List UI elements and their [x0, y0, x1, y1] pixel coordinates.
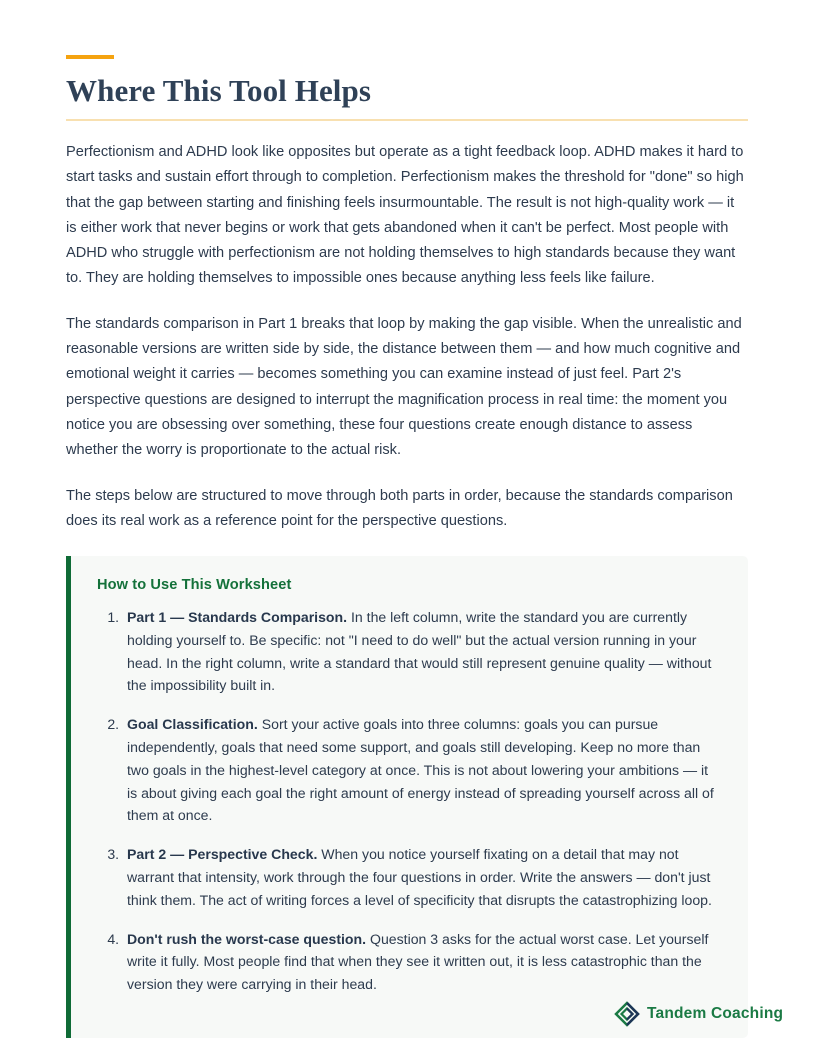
list-item: [123, 606, 722, 697]
paragraph-1: Perfectionism and ADHD look like opposites but operate as a tight feedback loop. ADHD makes it hard to start tasks and sustain effort through to completion. Perfectionism makes the threshold for "done" so high that the gap between starting and finishing feels insurmountable. The result is not high-quality work — it is either work that never begins or work that gets abandoned when it can't be perfect. Most people with ADHD who struggle with perfectionism are not holding themselves to high standards because they want to. They are holding themselves to impossible ones because anything less feels like failure.: [66, 144, 744, 287]
list-item: [123, 843, 722, 911]
how-to-use-callout: [66, 556, 748, 1038]
list-item: [123, 928, 722, 996]
list-item-body: When you notice yourself fixating on a detail that may not warrant that intensity, work through the four questions in order. Write the answers — don't just think them. The act of writing forces a level of specificity that disrupts the catastrophizing loop.: [127, 846, 712, 908]
tandem-diamond-logo-icon: [614, 1001, 640, 1027]
page-title: Where This Tool Helps: [66, 73, 372, 108]
title-divider-rule: [66, 119, 748, 121]
callout-heading: How to Use This Worksheet: [97, 577, 292, 593]
brand-logo-text: Tandem Coaching: [647, 1005, 784, 1022]
paragraph-3: The steps below are structured to move through both parts in order, because the standards comparison does its real work as a reference point for the perspective questions.: [66, 487, 733, 529]
list-item-body: Sort your active goals into three columns: goals you can pursue independently, goals that need some support, and goals still developing. Keep no more than two goals in the highest-level category at once. This is not about lowering your ambitions — it is about giving each goal the right amount of energy instead of spreading yourself across all of them at once.: [127, 716, 714, 824]
title-accent-bar: [66, 55, 114, 59]
list-item-lead: Part 2 — Perspective Check.: [127, 846, 318, 863]
list-item-lead: Part 1 — Standards Comparison.: [127, 609, 348, 625]
paragraph-2: The standards comparison in Part 1 breaks that loop by making the gap visible. When the unrealistic and reasonable versions are written side by side, the distance between them — and how much cognitive and emotional weight it carries — becomes something you can examine instead of just feel. Part 2's perspective questions are designed to interrupt the magnification process in real time: the moment you notice you are obsessing over something, these four questions create enough distance to assess whether the worry is proportionate to the actual risk.: [66, 315, 742, 459]
list-item-lead: Don't rush the worst-case question.: [127, 930, 367, 947]
list-item-lead: Goal Classification.: [127, 716, 258, 733]
list-item-body: In the left column, write the standard you are currently holding yourself to. Be specific: not "I need to do well" but the actual version running in your head. In the right column, write a standard that would still represent genuine quality — without the impossibility built in.: [127, 609, 712, 694]
brand-logo: [614, 1001, 783, 1027]
list-item: [123, 713, 722, 827]
callout-step-list: [97, 606, 722, 996]
body-copy: [66, 140, 748, 534]
list-item-body: Question 3 asks for the actual worst case. Let yourself write it fully. Most people find that when they see it written out, it is less catastrophic than the version they were carrying in their head.: [127, 930, 709, 993]
